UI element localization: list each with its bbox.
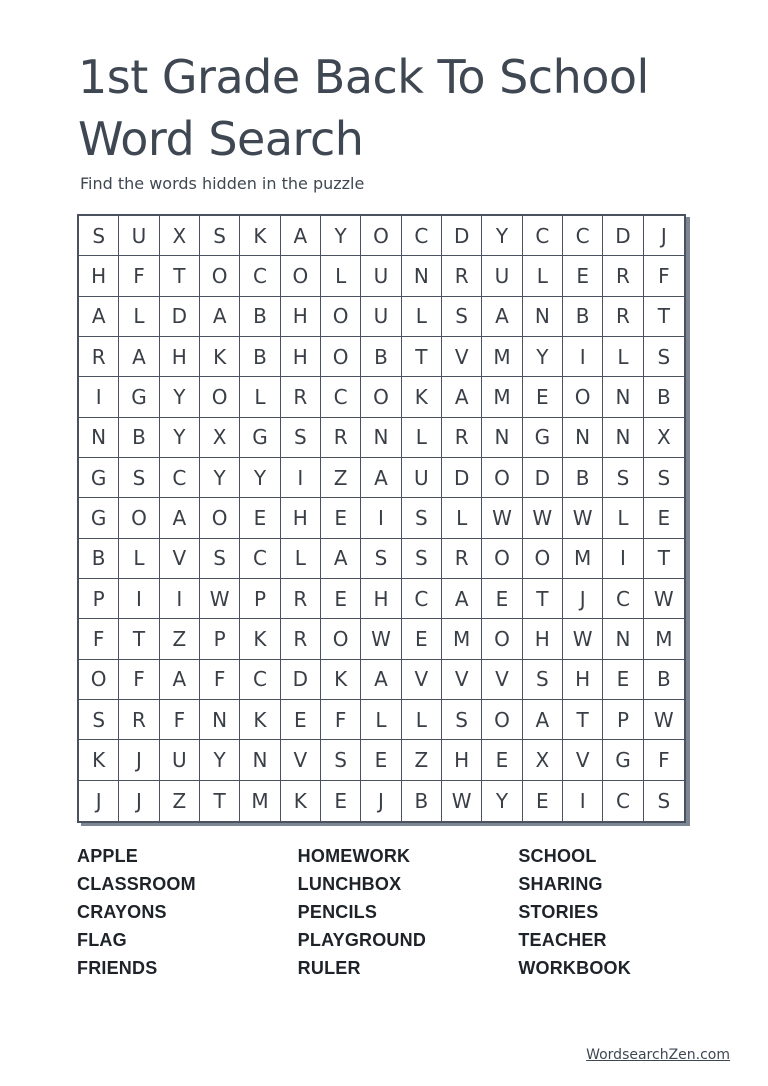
grid-cell[interactable]: Z <box>160 619 200 659</box>
grid-cell[interactable]: W <box>523 498 563 538</box>
word-item: RULER <box>297 958 361 978</box>
grid-cell[interactable]: O <box>281 256 321 296</box>
word-item: FLAG <box>77 930 127 950</box>
grid-cell[interactable]: L <box>603 337 643 377</box>
grid-cell[interactable]: O <box>200 256 240 296</box>
word-item: TEACHER <box>518 930 607 950</box>
grid-cell[interactable]: S <box>281 418 321 458</box>
word-column <box>518 842 697 982</box>
grid-cell[interactable]: B <box>119 418 159 458</box>
word-column <box>298 842 477 982</box>
grid-cell[interactable]: K <box>200 337 240 377</box>
grid-cell[interactable]: E <box>361 740 401 780</box>
grid-cell[interactable]: O <box>321 619 361 659</box>
grid-cell[interactable]: T <box>563 700 603 740</box>
grid-cell[interactable]: E <box>603 660 643 700</box>
grid-cell[interactable]: G <box>79 458 119 498</box>
grid-cell[interactable]: A <box>200 297 240 337</box>
grid-cell[interactable]: U <box>361 297 401 337</box>
grid-cell[interactable]: G <box>603 740 643 780</box>
grid-cell[interactable]: Y <box>200 740 240 780</box>
grid-cell[interactable]: F <box>160 700 200 740</box>
word-item: PENCILS <box>297 902 378 922</box>
grid-cell[interactable]: K <box>321 660 361 700</box>
grid-cell[interactable]: L <box>119 297 159 337</box>
word-list <box>77 842 697 982</box>
grid-cell[interactable]: H <box>281 498 321 538</box>
word-item: SCHOOL <box>518 846 597 866</box>
grid-cell[interactable]: R <box>321 418 361 458</box>
grid-cell[interactable]: C <box>603 579 643 619</box>
grid-cell[interactable]: H <box>79 256 119 296</box>
grid-cell[interactable]: G <box>119 377 159 417</box>
grid-cell[interactable]: B <box>402 781 442 821</box>
grid-cell[interactable]: U <box>361 256 401 296</box>
grid-cell[interactable]: L <box>361 700 401 740</box>
grid-cell[interactable]: N <box>361 418 401 458</box>
grid-cell[interactable]: O <box>79 660 119 700</box>
grid-cell[interactable]: A <box>442 377 482 417</box>
grid-cell[interactable]: I <box>79 377 119 417</box>
grid-cell[interactable]: N <box>402 256 442 296</box>
grid-cell[interactable]: B <box>644 377 684 417</box>
word-item: APPLE <box>77 846 139 866</box>
grid-cell[interactable]: E <box>482 740 522 780</box>
grid-cell[interactable]: L <box>240 377 280 417</box>
grid-cell[interactable]: A <box>523 700 563 740</box>
grid-cell[interactable]: S <box>321 740 361 780</box>
grid-cell[interactable]: R <box>79 337 119 377</box>
grid-cell[interactable]: M <box>482 377 522 417</box>
grid-cell[interactable]: R <box>281 377 321 417</box>
grid-cell[interactable]: F <box>119 660 159 700</box>
grid-cell[interactable]: S <box>361 539 401 579</box>
grid-cell[interactable]: T <box>644 297 684 337</box>
grid-cell[interactable]: P <box>200 619 240 659</box>
grid-cell[interactable]: L <box>523 256 563 296</box>
grid-cell[interactable]: S <box>603 458 643 498</box>
grid-cell[interactable]: C <box>160 458 200 498</box>
grid-cell[interactable]: X <box>160 216 200 256</box>
grid-cell[interactable]: S <box>442 297 482 337</box>
grid-cell[interactable]: Y <box>200 458 240 498</box>
grid-cell[interactable]: B <box>240 297 280 337</box>
grid-cell[interactable]: N <box>603 619 643 659</box>
grid-cell[interactable]: K <box>402 377 442 417</box>
grid-cell[interactable]: D <box>442 458 482 498</box>
grid-cell[interactable]: A <box>321 539 361 579</box>
grid-cell[interactable]: J <box>119 781 159 821</box>
page-title <box>78 46 649 170</box>
grid-cell[interactable]: Y <box>160 418 200 458</box>
grid-cell[interactable]: D <box>281 660 321 700</box>
grid-cell[interactable]: A <box>442 579 482 619</box>
grid-cell[interactable]: O <box>321 297 361 337</box>
grid-cell[interactable]: N <box>563 418 603 458</box>
grid-cell[interactable]: L <box>321 256 361 296</box>
grid-cell[interactable]: W <box>442 781 482 821</box>
grid-cell[interactable]: N <box>79 418 119 458</box>
grid-cell[interactable]: Z <box>160 781 200 821</box>
grid-cell[interactable]: O <box>361 377 401 417</box>
title-line-1: 1st Grade Back To School <box>78 50 649 104</box>
grid-cell[interactable]: G <box>523 418 563 458</box>
grid-cell[interactable]: H <box>361 579 401 619</box>
grid-cell[interactable]: E <box>523 377 563 417</box>
grid-cell[interactable]: F <box>119 256 159 296</box>
grid-cell[interactable]: T <box>523 579 563 619</box>
grid-cell[interactable]: C <box>523 216 563 256</box>
grid-cell[interactable]: N <box>603 418 643 458</box>
grid-cell[interactable]: B <box>361 337 401 377</box>
grid-cell[interactable]: H <box>442 740 482 780</box>
grid-cell[interactable]: F <box>321 700 361 740</box>
grid-cell[interactable]: R <box>442 256 482 296</box>
grid-cell[interactable]: Y <box>482 216 522 256</box>
grid-cell[interactable]: P <box>240 579 280 619</box>
grid-cell[interactable]: N <box>482 418 522 458</box>
grid-cell[interactable]: N <box>200 700 240 740</box>
grid-cell[interactable]: L <box>402 418 442 458</box>
grid-cell[interactable]: U <box>160 740 200 780</box>
grid-cell[interactable]: K <box>79 740 119 780</box>
grid-cell[interactable]: W <box>361 619 401 659</box>
grid-cell[interactable]: S <box>79 700 119 740</box>
grid-cell[interactable]: S <box>402 539 442 579</box>
grid-cell[interactable]: J <box>79 781 119 821</box>
grid-cell[interactable]: Y <box>523 337 563 377</box>
word-column <box>77 842 256 982</box>
grid-cell[interactable]: F <box>200 660 240 700</box>
grid-cell[interactable]: B <box>563 297 603 337</box>
grid-cell[interactable]: D <box>523 458 563 498</box>
grid-cell[interactable]: A <box>119 337 159 377</box>
grid-cell[interactable]: T <box>119 619 159 659</box>
grid-cell[interactable]: E <box>281 700 321 740</box>
grid-cell[interactable]: O <box>523 539 563 579</box>
grid-cell[interactable]: S <box>644 337 684 377</box>
grid-cell[interactable]: Y <box>160 377 200 417</box>
grid-cell[interactable]: F <box>644 256 684 296</box>
grid-cell[interactable]: F <box>644 740 684 780</box>
grid-cell[interactable]: W <box>563 498 603 538</box>
grid-cell[interactable]: E <box>321 498 361 538</box>
word-item: HOMEWORK <box>297 846 411 866</box>
grid-cell[interactable]: A <box>482 297 522 337</box>
word-item: STORIES <box>518 902 599 922</box>
grid-cell[interactable]: S <box>657 788 671 813</box>
grid-cell[interactable]: E <box>482 579 522 619</box>
grid-cell[interactable]: I <box>160 579 200 619</box>
grid-cell[interactable]: S <box>119 458 159 498</box>
word-item: CRAYONS <box>77 902 167 922</box>
grid-cell[interactable]: G <box>240 418 280 458</box>
grid-cell[interactable]: E <box>321 579 361 619</box>
grid-cell[interactable]: L <box>603 498 643 538</box>
grid-cell[interactable]: J <box>361 781 401 821</box>
grid-cell[interactable]: S <box>523 660 563 700</box>
grid-cell[interactable]: D <box>603 216 643 256</box>
grid-cell[interactable]: E <box>321 781 361 821</box>
grid-cell[interactable]: S <box>200 539 240 579</box>
grid-cell[interactable]: K <box>240 619 280 659</box>
grid-cell[interactable]: R <box>603 297 643 337</box>
grid-cell[interactable]: B <box>79 539 119 579</box>
grid-cell[interactable]: V <box>281 740 321 780</box>
grid-cell[interactable]: E <box>523 781 563 821</box>
grid-cell[interactable]: J <box>119 740 159 780</box>
grid-cell[interactable]: V <box>563 740 603 780</box>
grid-cell[interactable]: V <box>160 539 200 579</box>
grid-cell[interactable]: C <box>321 377 361 417</box>
grid-cell[interactable]: X <box>644 418 684 458</box>
grid-cell[interactable]: C <box>240 256 280 296</box>
grid-cell[interactable]: W <box>482 498 522 538</box>
grid-cell[interactable]: M <box>482 337 522 377</box>
grid-cell[interactable]: A <box>361 458 401 498</box>
grid-cell[interactable]: R <box>281 619 321 659</box>
grid-cell[interactable]: O <box>119 498 159 538</box>
word-item: SHARING <box>518 874 603 894</box>
grid-cell[interactable]: E <box>644 498 684 538</box>
grid-cell[interactable]: E <box>563 256 603 296</box>
grid-cell[interactable]: I <box>119 579 159 619</box>
grid-cell[interactable]: R <box>442 539 482 579</box>
grid-cell[interactable]: B <box>563 458 603 498</box>
grid-cell[interactable]: R <box>442 418 482 458</box>
grid-cell[interactable]: H <box>523 619 563 659</box>
grid-cell[interactable]: Z <box>402 740 442 780</box>
grid-cell[interactable]: R <box>119 700 159 740</box>
grid-cell[interactable]: O <box>563 377 603 417</box>
grid-cell[interactable]: Y <box>321 216 361 256</box>
grid-cell[interactable]: V <box>442 337 482 377</box>
grid-cell[interactable]: A <box>281 216 321 256</box>
footer-link[interactable]: WordsearchZen.com <box>586 1047 730 1063</box>
grid-cell[interactable]: B <box>240 337 280 377</box>
grid-cell[interactable]: L <box>402 297 442 337</box>
grid-cell[interactable]: Y <box>482 781 522 821</box>
grid-cell[interactable]: I <box>281 458 321 498</box>
word-item: WORKBOOK <box>518 958 631 978</box>
grid-cell[interactable]: Y <box>240 458 280 498</box>
grid-cell[interactable]: S <box>402 498 442 538</box>
grid-cell[interactable]: P <box>79 579 119 619</box>
grid-cell[interactable]: M <box>644 619 684 659</box>
grid-cell[interactable]: Z <box>321 458 361 498</box>
grid-cell[interactable]: L <box>281 539 321 579</box>
grid-cell[interactable]: A <box>160 498 200 538</box>
grid-cell[interactable]: H <box>281 337 321 377</box>
grid-cell[interactable]: X <box>523 740 563 780</box>
grid-cell[interactable]: S <box>200 216 240 256</box>
grid-cell[interactable]: O <box>200 377 240 417</box>
grid-cell[interactable]: C <box>240 539 280 579</box>
grid-cell[interactable]: K <box>281 781 321 821</box>
grid-cell[interactable]: L <box>442 498 482 538</box>
grid-cell[interactable]: O <box>482 700 522 740</box>
grid-cell[interactable]: T <box>200 781 240 821</box>
grid-cell[interactable]: T <box>644 539 684 579</box>
grid-cell[interactable]: U <box>402 458 442 498</box>
grid-cell[interactable]: U <box>119 216 159 256</box>
grid-cell[interactable]: H <box>281 297 321 337</box>
grid-cell[interactable]: C <box>240 660 280 700</box>
grid-cell[interactable]: A <box>160 660 200 700</box>
grid-cell[interactable]: D <box>442 216 482 256</box>
grid-cell[interactable]: C <box>563 216 603 256</box>
grid-cell[interactable]: O <box>361 216 401 256</box>
grid-cell[interactable]: R <box>603 256 643 296</box>
grid-cell[interactable]: D <box>160 297 200 337</box>
grid-cell[interactable]: O <box>321 337 361 377</box>
grid-cell[interactable]: A <box>361 660 401 700</box>
grid-cell[interactable]: V <box>442 660 482 700</box>
word-item: CLASSROOM <box>77 874 196 894</box>
grid-cell[interactable]: H <box>563 660 603 700</box>
grid-cell[interactable]: R <box>281 579 321 619</box>
grid-cell[interactable]: I <box>563 781 603 821</box>
subtitle: Find the words hidden in the puzzle <box>80 174 365 193</box>
grid-cell[interactable]: X <box>200 418 240 458</box>
grid-cell[interactable]: V <box>482 660 522 700</box>
grid-cell[interactable]: L <box>119 539 159 579</box>
word-item: FRIENDS <box>77 958 158 978</box>
grid-cell[interactable]: I <box>603 539 643 579</box>
grid-cell[interactable]: T <box>402 337 442 377</box>
grid-cell[interactable]: I <box>361 498 401 538</box>
grid-cell[interactable]: G <box>79 498 119 538</box>
title-line-2: Word Search <box>78 112 364 166</box>
grid-cell[interactable]: W <box>200 579 240 619</box>
grid-cell[interactable]: W <box>644 700 684 740</box>
word-item: LUNCHBOX <box>297 874 402 894</box>
grid-cell[interactable]: J <box>644 216 684 256</box>
grid-cell[interactable]: B <box>644 660 684 700</box>
grid-cell[interactable]: C <box>603 781 643 821</box>
grid-cell[interactable]: O <box>482 458 522 498</box>
grid-cell[interactable]: U <box>482 256 522 296</box>
grid-cell[interactable]: N <box>240 740 280 780</box>
grid-cell[interactable]: M <box>563 539 603 579</box>
grid-cell[interactable]: C <box>402 216 442 256</box>
grid-cell[interactable]: E <box>240 498 280 538</box>
grid-cell[interactable]: V <box>402 660 442 700</box>
grid-cell[interactable]: C <box>402 579 442 619</box>
grid-cell[interactable]: J <box>563 579 603 619</box>
letter-grid <box>77 214 686 823</box>
grid-cell[interactable]: O <box>482 619 522 659</box>
grid-cell[interactable]: I <box>563 337 603 377</box>
word-item: PLAYGROUND <box>297 930 427 950</box>
grid-cell[interactable]: A <box>79 297 119 337</box>
grid-cell[interactable]: N <box>603 377 643 417</box>
grid-cell[interactable]: S <box>79 216 119 256</box>
grid-cell[interactable]: O <box>200 498 240 538</box>
grid-cell[interactable]: S <box>644 458 684 498</box>
grid-cell[interactable]: O <box>482 539 522 579</box>
grid-cell[interactable]: M <box>442 619 482 659</box>
grid-cell[interactable]: N <box>523 297 563 337</box>
grid-cell[interactable]: F <box>79 619 119 659</box>
grid-cell[interactable]: E <box>402 619 442 659</box>
grid-cell[interactable]: W <box>563 619 603 659</box>
grid-cell[interactable]: S <box>442 700 482 740</box>
grid-cell[interactable]: M <box>240 781 280 821</box>
grid-cell[interactable]: K <box>240 216 280 256</box>
grid-cell[interactable]: W <box>644 579 684 619</box>
grid-cell[interactable]: H <box>160 337 200 377</box>
grid-cell[interactable]: L <box>402 700 442 740</box>
grid-cell[interactable]: K <box>240 700 280 740</box>
grid-cell[interactable]: T <box>160 256 200 296</box>
grid-cell[interactable]: P <box>603 700 643 740</box>
